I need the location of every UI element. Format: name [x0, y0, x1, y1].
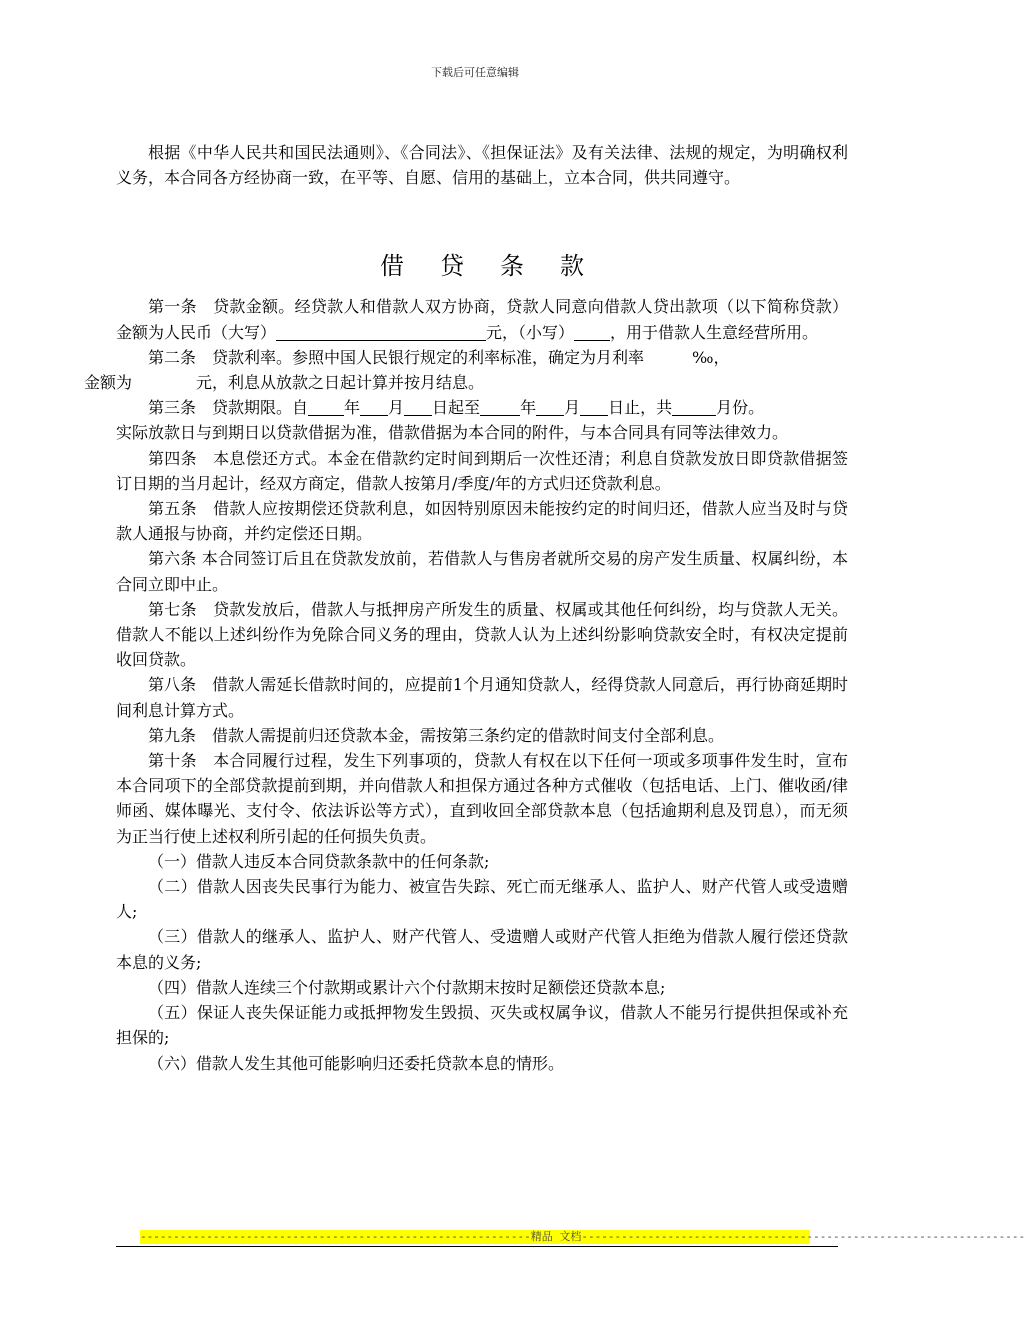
- list-item: （二）借款人因丧失民事行为能力、被宣告失踪、死亡而无继承人、监护人、财产代管人或受遗赠人;: [116, 877, 848, 922]
- total-months-blank[interactable]: [672, 397, 716, 416]
- footer-divider: [116, 1246, 838, 1247]
- article-2: 第二条 贷款利率。参照中国人民银行规定的利率标准，确定为月利率 ‰， 金额为 元，利息从放款之日起计算并按月结息。: [84, 347, 730, 393]
- article-9: 第九条 借款人需提前归还贷款本金，需按第三条约定的借款时间支付全部利息。: [148, 725, 725, 745]
- article-6: 第六条 本合同签订后且在贷款发放前，若借款人与售房者就所交易的房产发生质量、权属纠纷，本合同立即中止。: [116, 549, 848, 594]
- footer-watermark: -----------------------------------------------------------精品 文档-------------------------------------------------------------------: [140, 1230, 1025, 1243]
- start-month-blank[interactable]: [360, 397, 388, 416]
- list-item: （四）借款人连续三个付款期或累计六个付款期末按时足额偿还贷款本息;: [148, 977, 666, 997]
- intro-paragraph: 根据《中华人民共和国民法通则》、《合同法》、《担保证法》及有关法律、法规的规定，为明确权利义务，本合同各方经协商一致，在平等、自愿、信用的基础上，立本合同，供共同遵守。: [116, 143, 848, 188]
- list-item: （五）保证人丧失保证能力或抵押物发生毁损、灭失或权属争议，借款人不能另行提供担保或补充担保的;: [116, 1003, 848, 1048]
- list-item: （三）借款人的继承人、监护人、财产代管人、受遗赠人或财产代管人拒绝为借款人履行偿还贷款本息的义务;: [116, 927, 848, 972]
- end-year-blank[interactable]: [480, 397, 520, 416]
- article-10: 第十条 本合同履行过程，发生下列事项的，贷款人有权在以下任何一项或多项事件发生时，宣布本合同项下的全部贷款提前到期，并向借款人和担保方通过各种方式催收（包括电话、上门、催收函/律师函、媒体曝光、支付令、依法诉讼等方式），直到收回全部贷款本息（包括逾期利息及罚息），而无须为正当行使上述权利所引起的任何损失负责。: [116, 751, 848, 846]
- article-3-note: 实际放款日与到期日以贷款借据为准，借款借据为本合同的附件，与本合同具有同等法律效力。: [116, 423, 789, 443]
- end-month-blank[interactable]: [536, 397, 564, 416]
- start-year-blank[interactable]: [308, 397, 344, 416]
- contract-body: [84, 140, 848, 1076]
- article-7: 第七条 贷款发放后，借款人与抵押房产所发生的质量、权属或其他任何纠纷，均与贷款人无关。借款人不能以上述纠纷作为免除合同义务的理由，贷款人认为上述纠纷影响贷款安全时，有权决定提前收回贷款。: [116, 599, 848, 670]
- section-title: 借贷条款: [380, 252, 620, 281]
- page-header: 下载后可任意编辑: [431, 66, 519, 79]
- article-8: 第八条 借款人需延长借款时间的，应提前1个月通知贷款人，经得贷款人同意后，再行协商延期时间利息计算方式。: [116, 675, 848, 720]
- list-item: （六）借款人发生其他可能影响归还委托贷款本息的情形。: [148, 1053, 565, 1073]
- start-day-blank[interactable]: [404, 397, 432, 416]
- article-1: 第一条 贷款金额。经贷款人和借款人双方协商，贷款人同意向借款人贷出款项（以下简称贷款）金额为人民币（大写） 元，（小写） ，用于借款人生意经营所用。: [116, 297, 848, 342]
- article-4: 第四条 本息偿还方式。本金在借款约定时间到期后一次性还清；利息自贷款发放日即贷款借据签订日期的当月起计，经双方商定，借款人按第月/季度/年的方式归还贷款利息。: [116, 448, 848, 493]
- end-day-blank[interactable]: [580, 397, 608, 416]
- article-3: 第三条 贷款期限。自 年 月 日起至 年 月 日止，共 月份。: [148, 398, 765, 418]
- amount-uppercase-blank[interactable]: [276, 322, 486, 341]
- amount-lowercase-blank[interactable]: [574, 322, 610, 341]
- article-5: 第五条 借款人应按期偿还贷款利息，如因特别原因未能按约定的时间归还，借款人应当及时与贷款人通报与协商，并约定偿还日期。: [116, 499, 848, 544]
- list-item: （一）借款人违反本合同贷款条款中的任何条款;: [148, 851, 490, 871]
